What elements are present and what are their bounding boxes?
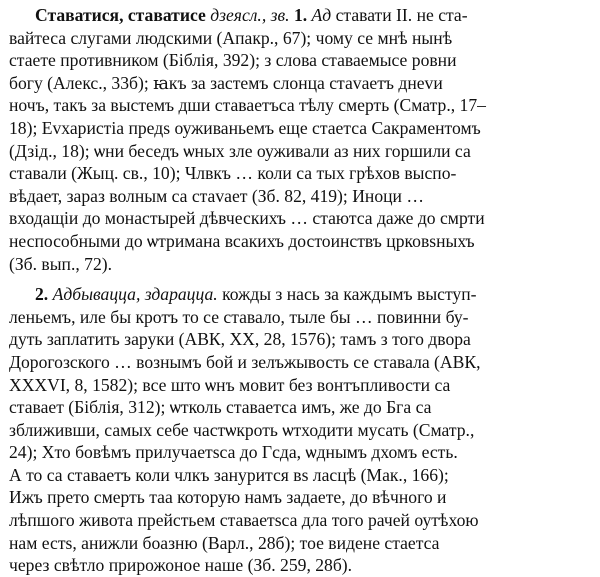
- text-line: леньемъ, иле бы кротъ то се ставало, тыле бы … повинни бу-: [9, 306, 469, 327]
- text-line: через свѣтло прирожоное наше (Зб. 259, 28б).: [9, 555, 353, 576]
- sense-gloss: Ад: [311, 5, 332, 25]
- text-line: нам естs, анижли боазню (Варл., 28б); тое видене стаетса: [9, 532, 440, 553]
- text-line: богу (Алекс., 33б); ꙗкъ за застемъ слонца стаvаетъ днеvи: [9, 72, 443, 93]
- entry-first-line: [9, 4, 591, 27]
- text-line: неспособными до ѡтримана всакихъ достоинствъ црковsныхъ: [9, 230, 475, 251]
- text-line: Дорогозского … вознымъ бой и зелъжывость се ставала (АВК,: [9, 351, 481, 372]
- text-line: ставает (Біблія, 312); ѡтколь ставаетса имъ, же до Бга са: [9, 397, 432, 418]
- sense-gloss: Адбывацца, здарацца.: [52, 284, 218, 305]
- text-line: 24); Хто бовѣмъ прилучаетsса до Гсда, ѡднымъ дхомъ есть.: [9, 442, 458, 463]
- text-line: стаете противником (Біблія, 392); з слова ставаемысе ровни: [9, 50, 457, 71]
- grammar-label: дзеясл., зв.: [210, 5, 290, 25]
- text-line: ночъ, такъ за выстемъ дши ставаетъса тѣлу смерть (Сматр., 17–: [9, 95, 486, 116]
- text-line: дуть заплатить заруки (АВК, XX, 28, 1576); тамъ з того двора: [9, 329, 471, 350]
- text-line: зближивши, самых себе частѡкроть ѡтходити мусать (Сматр.,: [9, 419, 475, 440]
- text-line: ставати II. не ста-: [335, 5, 468, 25]
- paragraph-gap: [9, 275, 591, 283]
- text-line: лѣпшого живота прейстьем ставаетsса дла того рачей оутѣхою: [9, 510, 479, 531]
- text-line: А то са ставаетъ коли члкъ занурится вs ласцѣ (Мак., 166);: [9, 464, 449, 485]
- text-line: XXXVI, 8, 1582); все што ѡнъ мовит без вонтъпливости са: [9, 374, 451, 395]
- text-line: вѣдает, зараз волным са стаvает (Зб. 82, 419); Иноци …: [9, 185, 424, 206]
- headword: Ставатися, ставатисе: [35, 5, 206, 25]
- text-line: кожды з нась за каждымъ выступ-: [222, 284, 477, 305]
- sense-number: 2.: [35, 284, 49, 305]
- text-line: (Дзід., 18); ѡни беседъ ѡных зле оуживали аз них горшили са: [9, 140, 471, 161]
- text-line: Ижъ прето смерть таа которую намъ задаете, до вѣчного и: [9, 487, 447, 508]
- text-line: 18); Еvхаристіа предs оуживаньемъ еще стаетса Сакраментомъ: [9, 117, 481, 138]
- text-line: ставали (Жыц. св., 10); Члвкъ … коли са тых грѣхов выспо-: [9, 163, 457, 184]
- text-line: входащіи до монастырей дѣвческихъ … стаютса даже до смрти: [9, 208, 485, 229]
- sense-number: 1.: [293, 5, 308, 25]
- text-line: вайтеса слугами людскими (Апакр., 67); чому се мнѣ нынѣ: [9, 27, 453, 48]
- sense-2-first-line: [9, 283, 591, 306]
- text-line: (Зб. вып., 72).: [9, 253, 113, 274]
